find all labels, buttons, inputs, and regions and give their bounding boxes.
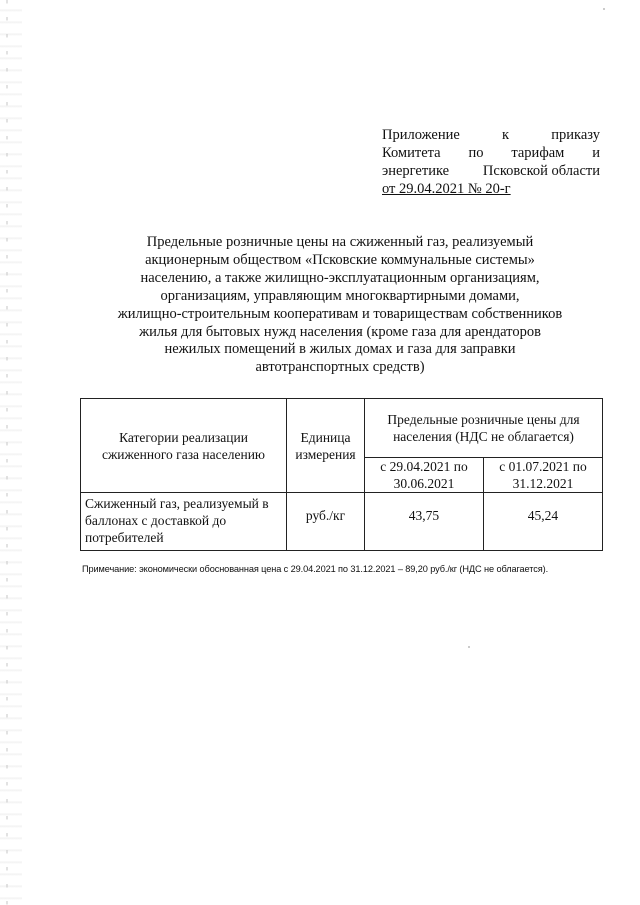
appendix-word: к — [502, 127, 510, 143]
scan-speck — [603, 8, 605, 10]
appendix-order-date: от 29.04.2021 № 20-г — [382, 181, 511, 197]
row-unit: руб./кг — [287, 493, 365, 551]
appendix-line-3 — [382, 162, 600, 180]
header-category: Категории реализации сжиженного газа населению — [81, 399, 287, 493]
scan-edge-artifact — [0, 0, 22, 905]
footnote: Примечание: экономически обоснованная цена с 29.04.2021 по 31.12.2021 – 89,20 руб./кг (НДС не облагается). — [82, 564, 549, 574]
title-line: организациям, управляющим многоквартирными домами, — [160, 287, 520, 304]
appendix-word: тарифам — [511, 145, 565, 161]
title-line: акционерным обществом «Псковские коммунальные системы» — [145, 251, 535, 268]
table-row — [81, 493, 603, 551]
scan-edge-artifact-line — [6, 0, 8, 905]
appendix-line-1 — [382, 126, 600, 144]
appendix-word: приказу — [551, 127, 600, 143]
title-line: нежилых помещений в жилых домах и газа для заправки — [164, 341, 516, 358]
appendix-word: по — [468, 145, 484, 161]
title-line: Предельные розничные цены на сжиженный газ, реализуемый — [146, 234, 534, 250]
header-period-2: с 01.07.2021 по 31.12.2021 — [483, 458, 602, 493]
table-header-row — [81, 399, 603, 458]
appendix-word: Приложение — [382, 127, 460, 143]
header-prices: Предельные розничные цены для населения (НДС не облагается) — [365, 399, 603, 458]
appendix-word: Псковской области — [482, 163, 600, 179]
appendix-word: Комитета — [382, 145, 441, 161]
header-unit: Единица измерения — [287, 399, 365, 493]
row-price-period-1: 43,75 — [365, 493, 484, 551]
row-price-period-2: 45,24 — [483, 493, 602, 551]
appendix-reference — [382, 126, 600, 198]
appendix-line-2 — [382, 144, 600, 162]
title-line: населению, а также жилищно-эксплуатационным организациям, — [140, 269, 540, 286]
document-title — [70, 234, 610, 377]
price-table — [80, 398, 603, 551]
header-period-1: с 29.04.2021 по 30.06.2021 — [365, 458, 484, 493]
appendix-word: и — [592, 145, 600, 161]
row-category: Сжиженный газ, реализуемый в баллонах с доставкой до потребителей — [81, 493, 287, 551]
title-line: автотранспортных средств) — [255, 359, 425, 376]
appendix-word: энергетике — [382, 163, 450, 179]
scan-speck — [468, 646, 470, 648]
title-line: жилья для бытовых нужд населения (кроме газа для арендаторов — [139, 323, 541, 340]
title-line: жилищно-строительным кооперативам и товариществам собственников — [117, 305, 563, 322]
